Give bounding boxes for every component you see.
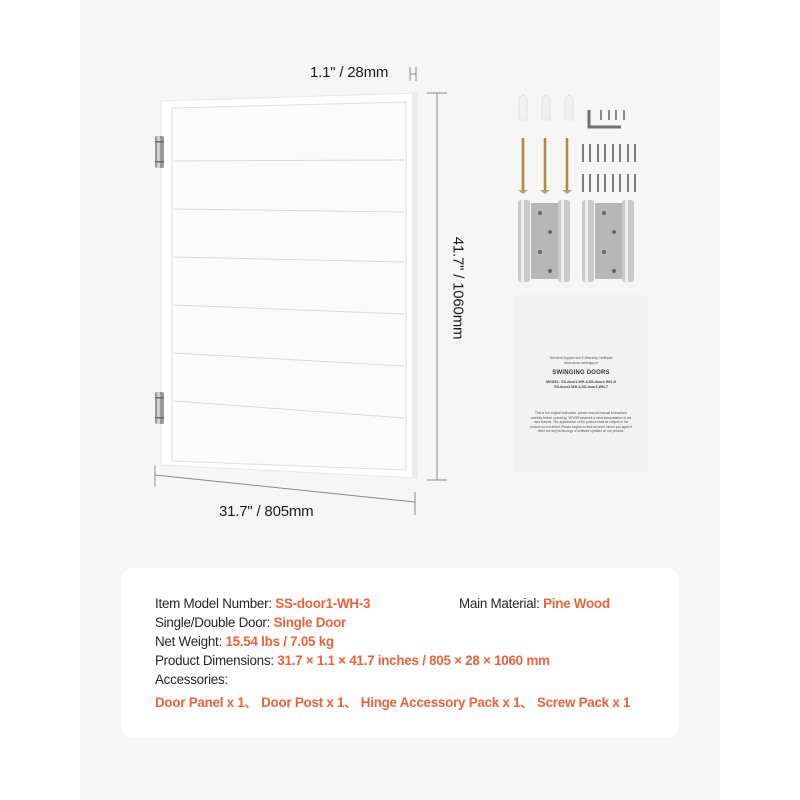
spring-hinge-left (518, 200, 570, 282)
manual-body: This is the original instruction, please read all manual instructions carefully before operating. VEVOR reserves a clear interpretation of our user manual. The appearance of the product shall be subject to the product you received. Please forgive us that we won't inform you again if there are any technology or software updates on our product. (529, 411, 633, 433)
spec-weight-value: 15.54 lbs / 7.05 kg (225, 634, 334, 649)
spec-model-value: SS-door1-WH-3 (275, 596, 371, 611)
spec-accessories-label: Accessories: (155, 672, 228, 687)
spec-accessories (155, 692, 630, 711)
spec-weight-label: Net Weight: (155, 634, 226, 649)
spec-model-label: Item Model Number: (155, 596, 276, 611)
spec-dimensions-value: 31.7 × 1.1 × 41.7 inches / 805 × 28 × 1060 mm (277, 653, 550, 668)
short-screws (583, 144, 635, 192)
spec-door-type-label: Single/Double Door: (155, 615, 274, 630)
manual-url: www.vevor.com/support (564, 361, 598, 365)
manual-header: Technical Support and E-Warranty Certificate (549, 356, 613, 360)
spec-model (155, 596, 370, 611)
spec-material-label: Main Material: (459, 596, 544, 611)
spring-hinge-right (582, 200, 634, 282)
spec-accessories-value: Door Panel x 1、 Door Post x 1、 Hinge Accessory Pack x 1、 Screw Pack x 1 (155, 695, 631, 710)
spec-dimensions-label: Product Dimensions: (155, 653, 278, 668)
instruction-manual (515, 296, 647, 471)
spec-weight (155, 634, 334, 649)
manual-title: SWINGING DOORS (552, 370, 610, 376)
width-dimension-label: 31.7" / 805mm (219, 503, 314, 520)
depth-dimension-label: 1.1" / 28mm (310, 64, 389, 81)
spec-card (122, 568, 678, 738)
spec-material-value: Pine Wood (543, 596, 610, 611)
height-dimension-label: 41.7" / 1060mm (449, 236, 467, 340)
manual-model-line-2: SS-door3-WH-4,SS-door3-WH-7 (554, 385, 608, 389)
spec-door-type-value: Single Door (273, 615, 346, 630)
spec-dimensions (155, 653, 550, 668)
long-screws (523, 138, 567, 190)
wall-anchors (519, 95, 573, 120)
pins (601, 110, 624, 120)
spec-material (459, 596, 610, 611)
manual-model-line-1: MODEL: SS-door1-WH-4,SS-door2-WH-3/ (546, 380, 616, 384)
spec-door-type (155, 615, 346, 630)
